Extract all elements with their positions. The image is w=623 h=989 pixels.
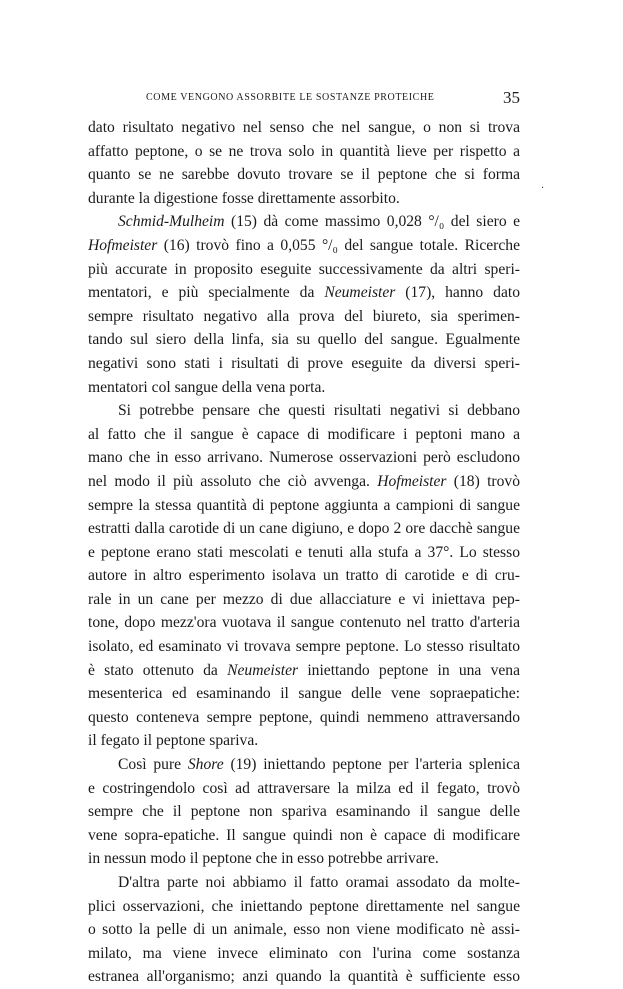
- text-segment: e peptone erano stati mescolati e tenuti alla stufa a 37°. Lo stesso: [88, 543, 520, 561]
- text-segment: mentatori, e più specialmente da: [88, 284, 325, 302]
- text-line: [88, 376, 520, 400]
- text-line: [88, 611, 520, 635]
- text-segment: sempre la stessa quantità di peptone aggiunta a campioni di sangue: [88, 496, 520, 514]
- text-segment: mentatori col sangue della vena porta.: [88, 378, 326, 396]
- text-segment: milato, ma viene invece eliminato con l'urina come sostanza: [88, 944, 520, 962]
- text-segment: estratti dalla carotide di un cane digiuno, e dopo 2 ore dacchè sangue: [88, 520, 520, 538]
- text-line: [88, 541, 520, 565]
- text-segment: sempre che il peptone non spariva esaminando il sangue delle: [88, 803, 520, 821]
- text-line: [88, 659, 520, 683]
- text-segment: mesenterica ed esaminando il sangue delle vene sopraepatiche:: [88, 685, 520, 703]
- text-segment: iniettando peptone in una vena: [298, 661, 520, 679]
- text-segment: vene sopra-epatiche. Il sangue quindi non è capace di modificare: [88, 826, 520, 844]
- page-header: [88, 88, 520, 112]
- text-line: [88, 305, 520, 329]
- running-head: COME VENGONO ASSORBITE LE SOSTANZE PROTEICHE: [146, 92, 435, 103]
- author-name: Schmid-Mulheim: [118, 213, 225, 231]
- text-line: [88, 116, 520, 140]
- text-line: [88, 423, 520, 447]
- text-line: [88, 729, 520, 753]
- text-segment: (16) trovò fino a 0,055 °/₀ del sangue totale. Ricerche: [157, 236, 520, 254]
- margin-mark: ·: [541, 183, 545, 194]
- text-segment: estranea all'organismo; anzi quando la quantità è sufficiente esso: [88, 968, 520, 986]
- author-name: Hofmeister: [88, 236, 158, 254]
- text-line: [88, 942, 520, 966]
- text-segment: al fatto che il sangue è capace di modificare i peptoni mano a: [88, 425, 520, 443]
- author-name: Neumeister: [324, 284, 396, 302]
- text-line: [88, 187, 520, 211]
- text-segment: è stato ottenuto da: [88, 661, 228, 679]
- text-line: [88, 588, 520, 612]
- text-line: [88, 824, 520, 848]
- text-line: [88, 328, 520, 352]
- text-segment: (15) dà come massimo 0,028 °/₀ del siero e: [224, 213, 520, 231]
- text-line: [88, 706, 520, 730]
- text-line: [88, 847, 520, 871]
- text-line: [88, 281, 520, 305]
- text-line: [88, 895, 520, 919]
- text-line: [88, 163, 520, 187]
- text-segment: (18) trovò: [446, 472, 520, 490]
- body-text: [88, 116, 520, 989]
- text-segment: isolato, ed esaminato vi trovava sempre peptone. Lo stesso risultato: [88, 638, 520, 656]
- text-segment: affatto peptone, o se ne trova solo in quantità lieve per rispetto a: [88, 142, 520, 160]
- text-line: [88, 871, 520, 895]
- text-line: [88, 800, 520, 824]
- text-line: [88, 494, 520, 518]
- text-line: [88, 446, 520, 470]
- text-segment: sempre risultato negativo alla prova del biureto, sia sperimen-: [88, 307, 520, 325]
- text-segment: plici osservazioni, che iniettando peptone direttamente nel sangue: [88, 897, 520, 915]
- text-line: [88, 352, 520, 376]
- text-line: [88, 918, 520, 942]
- text-segment: tone, dopo mezz'ora vuotava il sangue contenuto nel tratto d'arteria: [88, 614, 520, 632]
- text-segment: (19) iniettando peptone per l'arteria splenica: [223, 756, 520, 774]
- text-segment: il fegato il peptone spariva.: [88, 732, 259, 750]
- text-line: [88, 753, 520, 777]
- text-line: [88, 470, 520, 494]
- author-name: Neumeister: [227, 661, 299, 679]
- text-segment: Si potrebbe pensare che questi risultati negativi si debbano: [118, 402, 520, 420]
- author-name: Hofmeister: [377, 472, 447, 490]
- text-line: [88, 258, 520, 282]
- text-segment: mano che in esso arrivano. Numerose osservazioni però escludono: [88, 449, 520, 467]
- text-segment: questo conteneva sempre peptone, quindi nemmeno attraversando: [88, 708, 520, 726]
- text-segment: D'altra parte noi abbiamo il fatto oramai assodato da molte-: [118, 874, 520, 891]
- text-segment: tando sul siero della linfa, sia su quello del sangue. Egualmente: [88, 331, 520, 349]
- text-segment: dato risultato negativo nel senso che nel sangue, o non si trova: [88, 119, 520, 136]
- text-line: [88, 965, 520, 989]
- text-segment: Così pure: [118, 756, 188, 774]
- text-segment: negativi sono stati i risultati di prove eseguite da diversi speri-: [88, 354, 520, 372]
- text-segment: in nessun modo il peptone che in esso potrebbe arrivare.: [88, 850, 439, 868]
- text-line: [88, 517, 520, 541]
- text-line: [88, 777, 520, 801]
- text-segment: o sotto la pelle di un animale, esso non viene modificato nè assi-: [88, 921, 520, 939]
- text-segment: più accurate in proposito eseguite successivamente da altri speri-: [88, 260, 520, 278]
- text-segment: e costringendolo così ad attraversare la milza ed il fegato, trovò: [88, 779, 520, 797]
- author-name: Shore: [187, 756, 224, 774]
- text-segment: nel modo il più assoluto che ciò avvenga.: [88, 472, 378, 490]
- text-line: [88, 564, 520, 588]
- text-line: [88, 210, 520, 234]
- text-line: [88, 682, 520, 706]
- text-segment: autore in altro esperimento isolava un tratto di carotide e di cru-: [88, 567, 520, 585]
- text-line: [88, 140, 520, 164]
- text-segment: rale in un cane per mezzo di due allacciature e vi iniettava pep-: [88, 590, 520, 608]
- text-line: [88, 635, 520, 659]
- text-line: [88, 399, 520, 423]
- text-segment: (17), hanno dato: [395, 284, 520, 302]
- text-segment: durante la digestione fosse direttamente assorbito.: [88, 189, 400, 207]
- text-segment: quanto se ne sarebbe dovuto trovare se il peptone che si forma: [88, 166, 520, 184]
- page-number: 35: [503, 88, 520, 107]
- text-line: [88, 234, 520, 258]
